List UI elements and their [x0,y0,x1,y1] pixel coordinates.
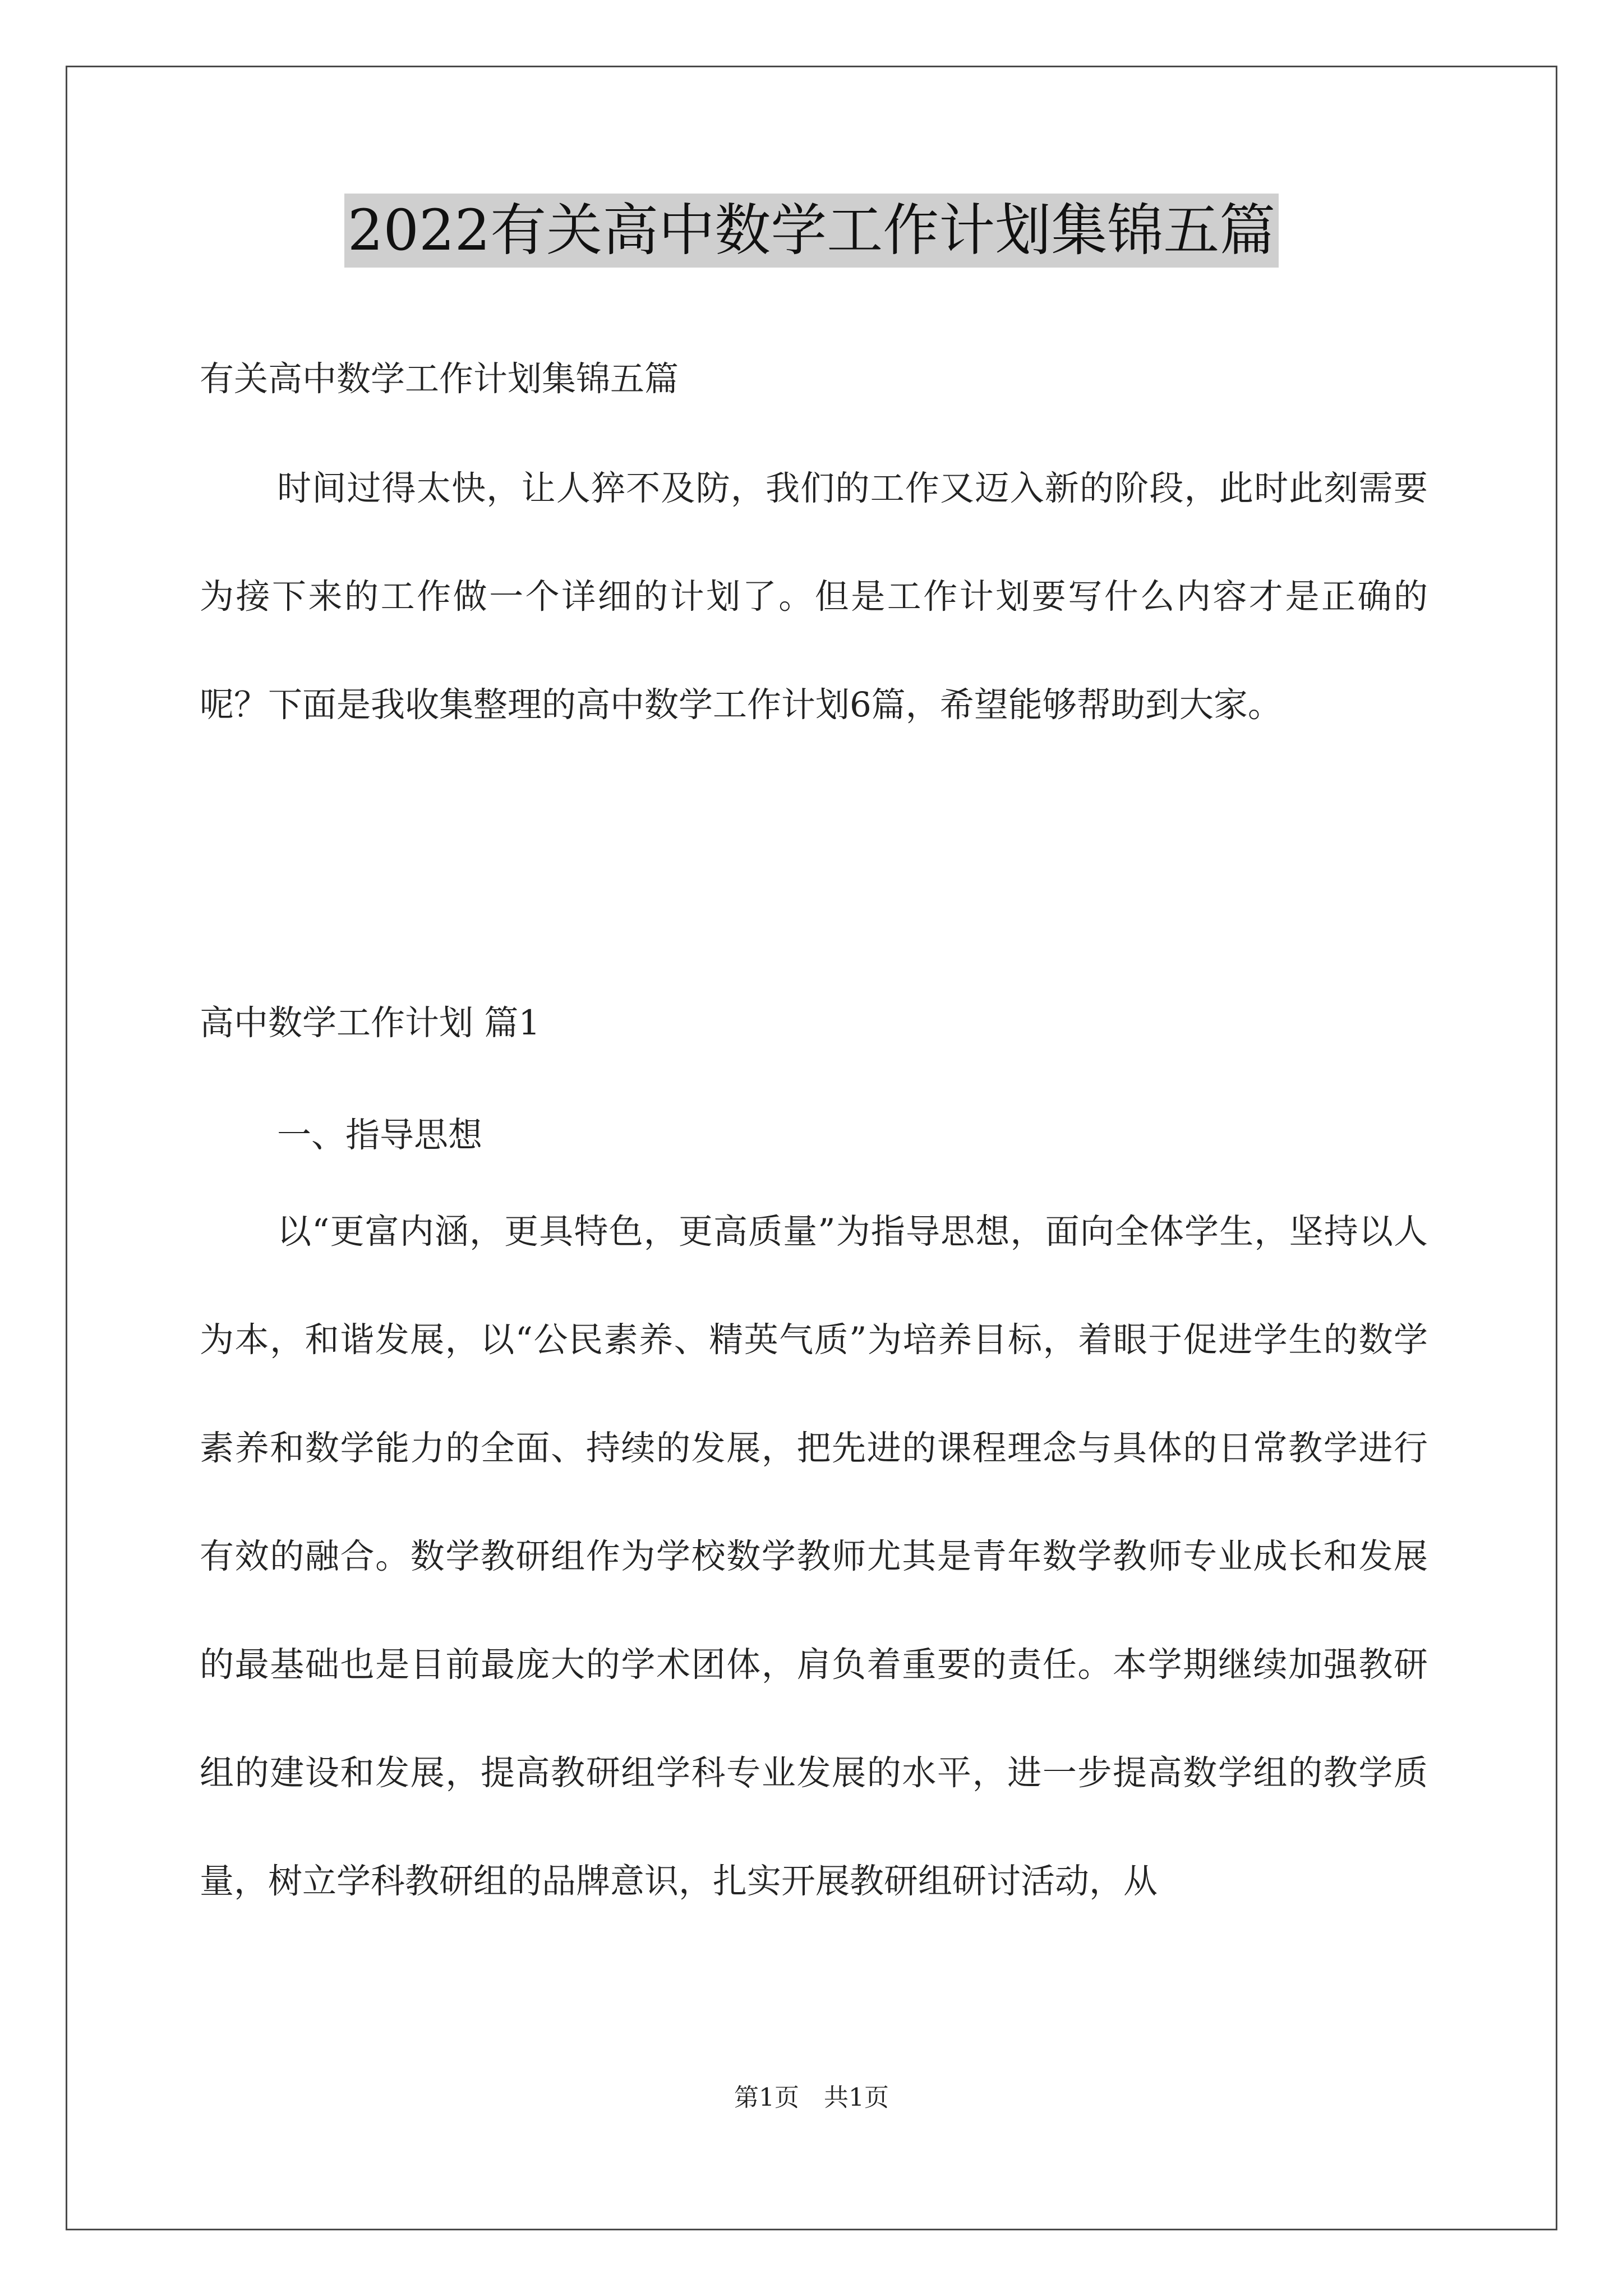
intro-paragraph: 时间过得太快，让人猝不及防，我们的工作又迈入新的阶段，此时此刻需要为接下来的工作做一个详细的计划了。但是工作计划要写什么内容才是正确的呢？下面是我收集整理的高中数学工作计划6篇，希望能够帮助到大家。 [200,468,1428,725]
document-title [0,194,1623,268]
document-title-text: 2022有关高中数学工作计划集锦五篇 [344,194,1279,268]
section-heading: 高中数学工作计划 篇1 [200,1003,541,1043]
page-footer: 第1页 共1页 [734,2083,889,2112]
subsection-heading: 一、指导思想 [277,1115,483,1155]
body-paragraph: 以“更富内涵，更具特色，更高质量”为指导思想，面向全体学生，坚持以人为本，和谐发展，以“公民素养、精英气质”为培养目标，着眼于促进学生的数学素养和数学能力的全面、持续的发展，把先进的课程理念与具体的日常教学进行有效的融合。数学教研组作为学校数学教师尤其是青年数学教师专业成长和发展的最基础也是目前最庞大的学术团体，肩负着重要的责任。本学期继续加强教研组的建设和发展，提高教研组学科专业发展的水平，进一步提高数学组的教学质量，树立学科教研组的品牌意识，扎实开展教研组研讨活动，从 [200,1212,1428,1901]
document-subtitle: 有关高中数学工作计划集锦五篇 [200,359,679,399]
